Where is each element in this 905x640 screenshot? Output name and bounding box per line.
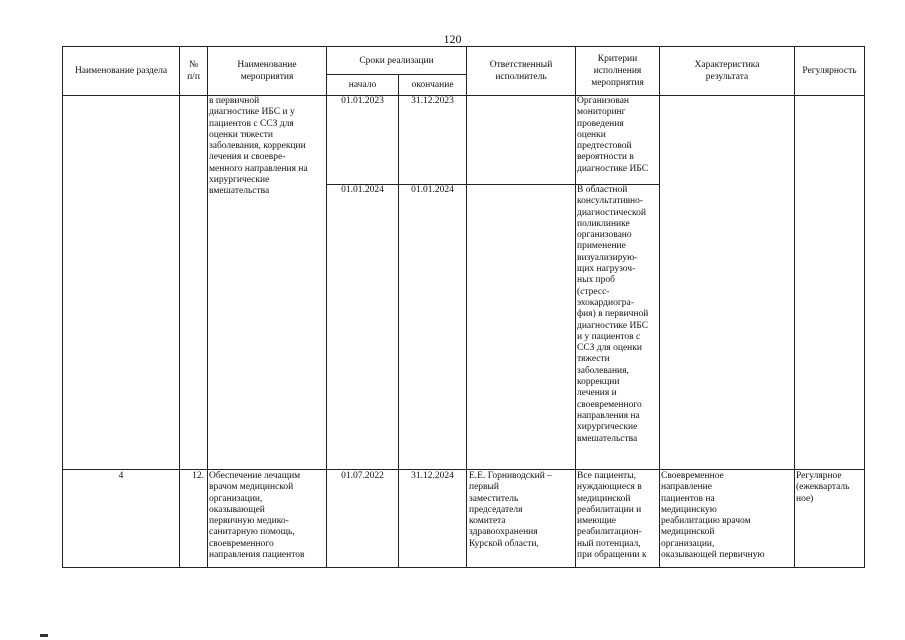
row2-section: 4 — [118, 471, 124, 481]
page-number: 120 — [443, 32, 462, 46]
col-line-7 — [659, 46, 660, 568]
row1-sub2-end: 01.01.2024 — [411, 185, 454, 195]
row1-sub1-end: 31.12.2023 — [411, 96, 454, 106]
header-terms: Сроки реализации — [359, 55, 434, 66]
col-line-4 — [398, 74, 399, 568]
row2-activity: Обеспечение лечащим врачом медицинской организации, оказывающей первичную медико- санитарную помощь, своевременного направления пациентов — [209, 471, 305, 561]
col-line-0 — [62, 46, 63, 568]
row2-number: 12. — [192, 471, 204, 481]
header-start: начало — [348, 80, 377, 90]
row1-sub2-start: 01.01.2024 — [341, 185, 384, 195]
row2-regularity: Регулярное (ежекварталь ное) — [796, 471, 850, 504]
row2-responsible: Е.Е. Горниводский – первый заместитель председателя комитета здравоохранения Курской области, — [469, 471, 552, 549]
header-result: Характеристика результата — [694, 60, 760, 82]
row2-criteria: Все пациенты, нуждающиеся в медицинской реабилитации и имеющие реабилитацион- ный потенциал, при обращении к — [577, 471, 647, 561]
col-line-2 — [207, 46, 208, 568]
table-border-bottom — [62, 567, 864, 568]
row1-sub1-criteria: Организован мониторинг проведения оценки предтестовой вероятности в диагностике ИБС — [577, 96, 649, 174]
row1-sub2-criteria: В областной консультативно- диагностической поликлинике организовано применение визуализирую- щих нагрузоч- ных проб (стресс- эхокардиогра- фия) в первичной диагностике ИБС и у пациентов с ССЗ для оценки тяжести заболевания, коррекции лечения и своевременного направления на хирургические вмешательства — [577, 185, 649, 444]
col-line-8 — [794, 46, 795, 568]
header-number: № п/п — [187, 60, 200, 82]
row-divider — [62, 469, 864, 470]
col-line-3 — [326, 46, 327, 568]
header-section: Наименование раздела — [74, 66, 168, 76]
header-activity: Наименование мероприятия — [237, 60, 297, 82]
header-regularity: Регулярность — [802, 66, 857, 76]
col-line-5 — [466, 46, 467, 568]
row2-start: 01.07.2022 — [341, 471, 384, 481]
col-line-6 — [575, 46, 576, 568]
header-criteria: Критерии исполнения мероприятия — [591, 54, 644, 88]
col-line-9 — [864, 46, 865, 568]
row1-sub1-start: 01.01.2023 — [341, 96, 384, 106]
scan-mark — [40, 634, 48, 637]
header-end: окончание — [411, 80, 454, 90]
row2-end: 31.12.2024 — [411, 471, 454, 481]
row2-result: Своевременное направление пациентов на медицинскую реабилитацию врачом медицинской организации, оказывающей первичную — [661, 471, 765, 561]
header-responsible: Ответственный исполнитель — [489, 60, 553, 82]
row1-activity: в первичной диагностике ИБС и у пациентов с ССЗ для оценки тяжести заболевания, коррекции лечения и своевре- менного направления на хирургические вмешательства — [209, 96, 308, 197]
col-line-1 — [179, 46, 180, 568]
